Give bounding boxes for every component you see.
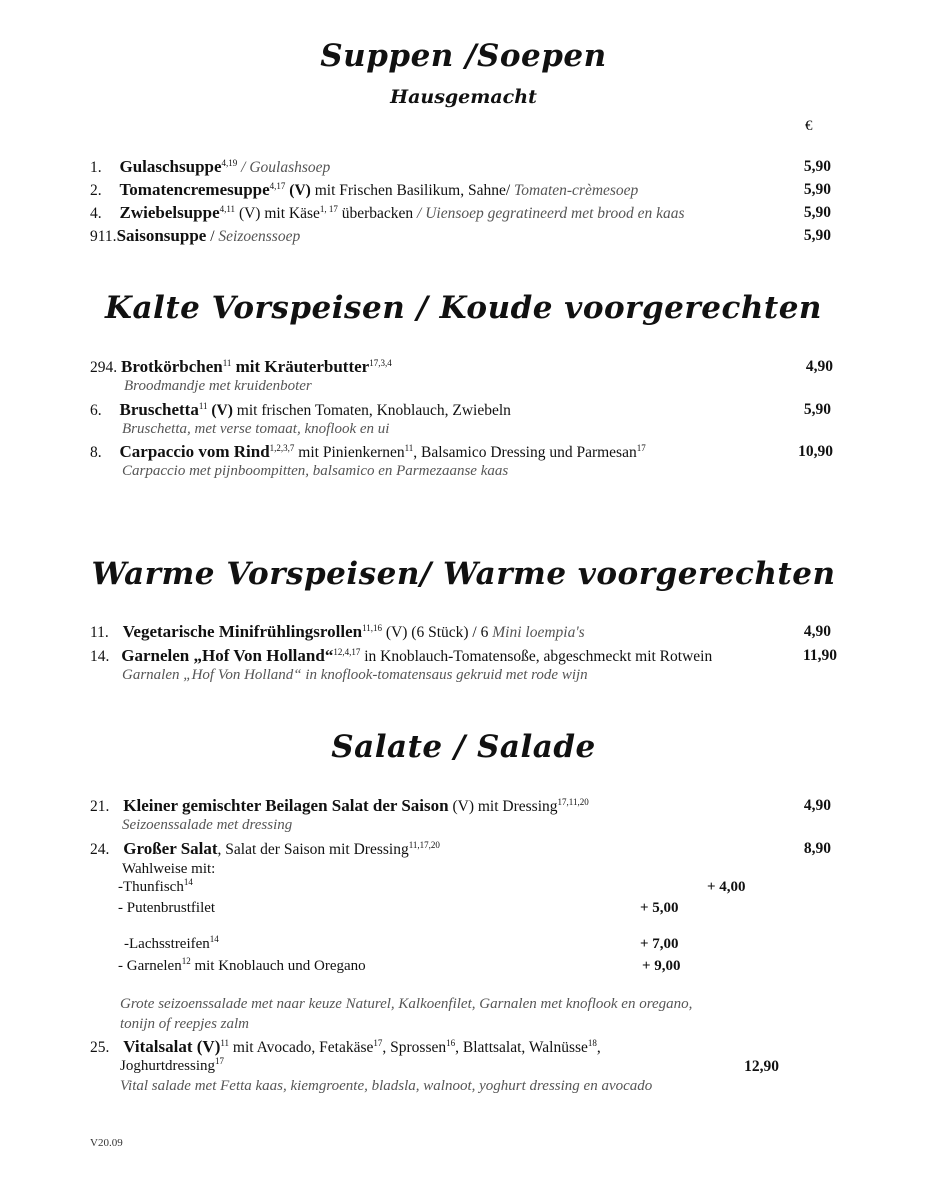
- section-title-warme-vorspeisen: Warme Vorspeisen/ Warme voorgerechten: [91, 556, 836, 592]
- menu-item-carpaccio: 8. Carpaccio vom Rind$^{1,2,3,7}$ mit Pinienkernen$^{11}$, Balsamico Dressing und Parmesan$^{17}$: [90, 442, 646, 461]
- option-thunfisch: -Thunfisch$^{14}$: [118, 877, 193, 895]
- menu-item-saisonsuppe: 911.Saisonsuppe / Seizoenssoep: [90, 226, 301, 245]
- translation-carpaccio: Carpaccio met pijnboompitten, balsamico en Parmezaanse kaas: [122, 463, 509, 479]
- translation-grosser-salat-2: tonijn of reepjes zalm: [120, 1016, 250, 1032]
- section-title-kalte-vorspeisen: Kalte Vorspeisen / Koude voorgerechten: [105, 290, 822, 326]
- menu-item-brotkoerbchen: 294. Brotkörbchen$^{11}$ mit Kräuterbutter$^{17,3,4}$: [90, 357, 392, 376]
- price-saisonsuppe: 5,90: [803, 227, 831, 244]
- section-subtitle-hausgemacht: Hausgemacht: [390, 86, 537, 108]
- price-vitalsalat: 12,90: [744, 1058, 779, 1075]
- translation-garnelen: Garnalen „Hof Von Holland“ in knoflook-tomatensaus gekruid met rode wijn: [122, 667, 588, 683]
- price-bruschetta: 5,90: [803, 401, 831, 418]
- price-brotkoerbchen: 4,90: [805, 358, 833, 375]
- price-gulaschsuppe: 5,90: [803, 158, 831, 175]
- section-title-suppen: Suppen /Soepen: [320, 38, 607, 74]
- menu-item-kleiner-salat: 21. Kleiner gemischter Beilagen Salat der Saison (V) mit Dressing$^{17,11,20}$: [90, 796, 589, 815]
- option-garnelen: - Garnelen$^{12}$ mit Knoblauch und Oregano: [118, 956, 366, 974]
- translation-brotkoerbchen: Broodmandje met kruidenboter: [124, 378, 312, 394]
- option-putenbrustfilet: - Putenbrustfilet: [118, 900, 216, 916]
- menu-item-vitalsalat: 25. Vitalsalat $(V)^{11}$ mit Avocado, Fetakäse$^{17}$, Sprossen$^{16}$, Blattsalat, Walnüsse$^{18}$,: [90, 1037, 601, 1056]
- section-title-salate: Salate / Salade: [331, 729, 596, 765]
- option-lachsstreifen: -Lachsstreifen$^{14}$: [124, 934, 219, 952]
- translation-vitalsalat: Vital salade met Fetta kaas, kiemgroente, bladsla, walnoot, yoghurt dressing en avocado: [120, 1078, 653, 1094]
- price-kleiner-salat: 4,90: [803, 797, 831, 814]
- translation-kleiner-salat: Seizoenssalade met dressing: [122, 817, 293, 833]
- menu-item-gulaschsuppe: 1. Gulaschsuppe$^{4,19}$ / Goulashsoep: [90, 157, 331, 176]
- price-zwiebelsuppe: 5,90: [803, 204, 831, 221]
- option-lachsstreifen-price: + 7,00: [640, 936, 679, 952]
- menu-item-fruehlingsrollen: 11. Vegetarische Minifrühlingsrollen$^{11,16}$ (V) (6 Stück) / 6 Mini loempia's: [90, 622, 585, 641]
- translation-bruschetta: Bruschetta, met verse tomaat, knoflook en ui: [122, 421, 390, 437]
- price-fruehlingsrollen: 4,90: [803, 623, 831, 640]
- option-thunfisch-price: + 4,00: [707, 879, 746, 895]
- menu-item-grosser-salat: 24. Großer Salat, Salat der Saison mit Dressing$^{11,17,20}$: [90, 839, 440, 858]
- option-garnelen-price: + 9,00: [642, 958, 681, 974]
- option-intro: Wahlweise mit:: [122, 861, 216, 877]
- price-grosser-salat: 8,90: [803, 840, 831, 857]
- menu-item-tomatencremesuppe: 2. Tomatencremesuppe$^{4,17}$ (V) mit Frischen Basilikum, Sahne/ Tomaten-crèmesoep: [90, 180, 639, 199]
- menu-item-zwiebelsuppe: 4. Zwiebelsuppe$^{4,11}$ (V) mit Käse$^{1, 17}$ überbacken / Uiensoep gegratineerd met brood en kaas: [90, 203, 685, 222]
- menu-item-bruschetta: 6. Bruschetta$^{11}$ (V) mit frischen Tomaten, Knoblauch, Zwiebeln: [90, 400, 511, 419]
- vitalsalat-line2: Joghurtdressing$^{17}$: [120, 1056, 224, 1074]
- translation-grosser-salat-1: Grote seizoenssalade met naar keuze Naturel, Kalkoenfilet, Garnalen met knoflook en oregano,: [120, 996, 693, 1012]
- currency-symbol: €: [805, 118, 813, 134]
- option-putenbrustfilet-price: + 5,00: [640, 900, 679, 916]
- price-carpaccio: 10,90: [798, 443, 833, 460]
- version-footer: V20.09: [90, 1137, 123, 1149]
- menu-item-garnelen-hof-von-holland: 14. Garnelen „Hof Von Holland“$^{12,4,17}$ in Knoblauch-Tomatensoße, abgeschmeckt mit Rotwein: [90, 646, 713, 665]
- price-garnelen-hof-von-holland: 11,90: [802, 647, 837, 664]
- price-tomatencremesuppe: 5,90: [803, 181, 831, 198]
